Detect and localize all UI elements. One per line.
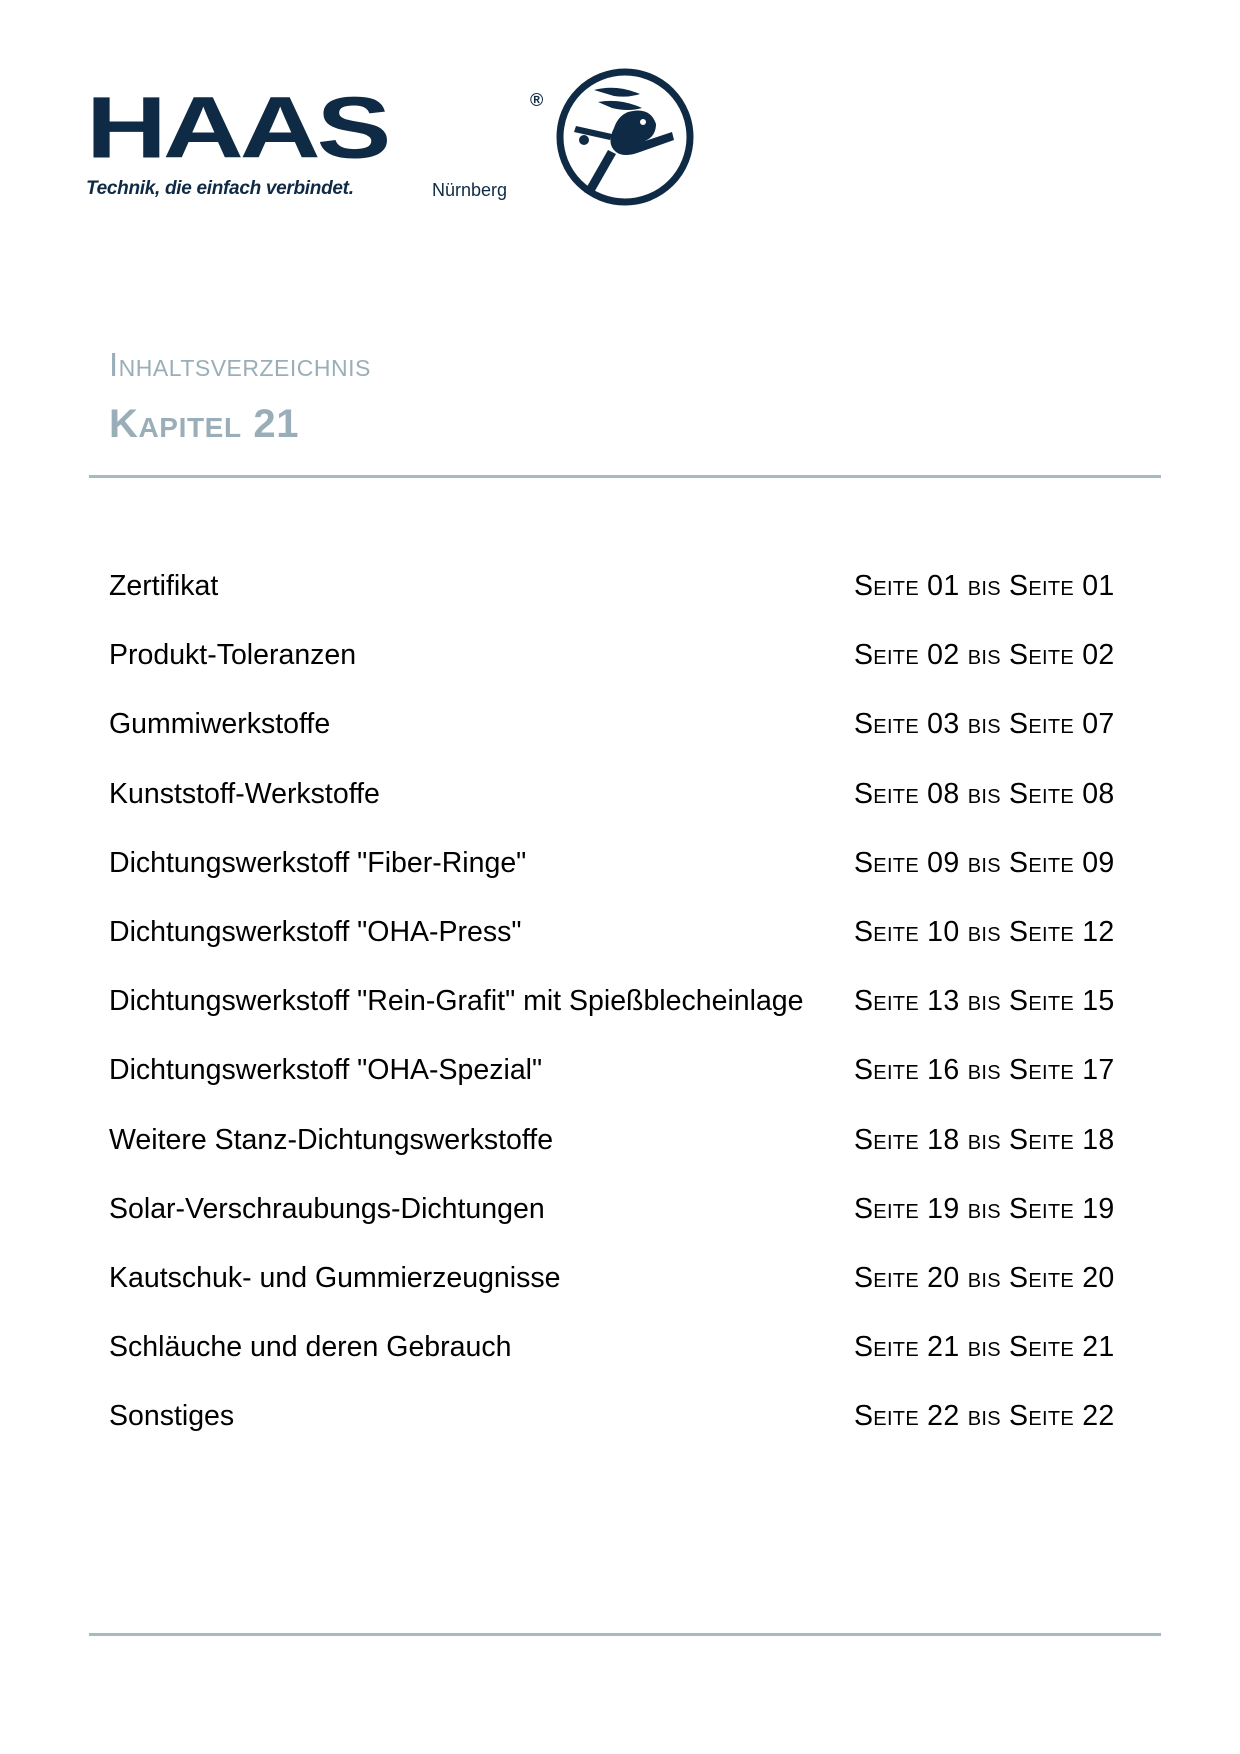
table-of-contents [109,562,1139,1461]
toc-row [109,908,1139,977]
toc-entry-title: Gummiwerkstoffe [109,708,331,741]
registered-mark: ® [530,90,544,110]
company-logo [86,66,706,216]
brand-tagline: Technik, die einfach verbindet. [86,178,354,199]
toc-entry-pages: Seite 09 bis Seite 09 [854,846,1115,879]
toc-entry-title: Produkt-Toleranzen [109,639,357,672]
toc-heading [109,346,371,446]
toc-row [109,631,1139,700]
toc-entry-title: Dichtungswerkstoff "OHA-Spezial" [109,1054,543,1087]
toc-entry-title: Schläuche und deren Gebrauch [109,1331,512,1364]
toc-row [109,1185,1139,1254]
toc-row [109,1323,1139,1392]
brand-name: HAAS [86,78,388,177]
toc-row [109,562,1139,631]
chapter-title: Kapitel 21 [109,402,300,446]
toc-entry-pages: Seite 21 bis Seite 21 [854,1331,1115,1364]
toc-entry-pages: Seite 02 bis Seite 02 [854,639,1115,672]
toc-entry-pages: Seite 10 bis Seite 12 [854,915,1115,948]
divider-top [89,475,1161,478]
toc-entry-title: Sonstiges [109,1400,235,1433]
hare-emblem-icon [554,66,696,208]
toc-row [109,770,1139,839]
toc-entry-pages: Seite 13 bis Seite 15 [854,985,1115,1018]
toc-entry-pages: Seite 18 bis Seite 18 [854,1123,1115,1156]
toc-entry-title: Dichtungswerkstoff "Rein-Grafit" mit Spießblecheinlage [109,985,804,1018]
toc-entry-title: Solar-Verschraubungs-Dichtungen [109,1192,545,1225]
toc-entry-title: Dichtungswerkstoff "Fiber-Ringe" [109,846,527,879]
toc-entry-title: Kautschuk- und Gummierzeugnisse [109,1261,561,1294]
divider-bottom [89,1633,1161,1636]
toc-entry-title: Kunststoff-Werkstoffe [109,777,380,810]
toc-entry-pages: Seite 08 bis Seite 08 [854,777,1115,810]
toc-entry-pages: Seite 16 bis Seite 17 [854,1054,1115,1087]
toc-row [109,1046,1139,1115]
toc-row [109,1254,1139,1323]
toc-entry-title: Weitere Stanz-Dichtungswerkstoffe [109,1123,554,1156]
toc-row [109,839,1139,908]
toc-entry-pages: Seite 22 bis Seite 22 [854,1400,1115,1433]
toc-entry-title: Dichtungswerkstoff "OHA-Press" [109,915,522,948]
toc-row [109,1392,1139,1461]
toc-row [109,1116,1139,1185]
toc-entry-pages: Seite 03 bis Seite 07 [854,708,1115,741]
toc-entry-pages: Seite 19 bis Seite 19 [854,1192,1115,1225]
toc-title: Inhaltsverzeichnis [109,346,371,383]
toc-entry-pages: Seite 01 bis Seite 01 [854,570,1115,602]
toc-row [109,977,1139,1046]
toc-entry-pages: Seite 20 bis Seite 20 [854,1261,1115,1294]
toc-entry-title: Zertifikat [109,570,219,602]
brand-city: Nürnberg [432,180,508,200]
toc-row [109,700,1139,769]
